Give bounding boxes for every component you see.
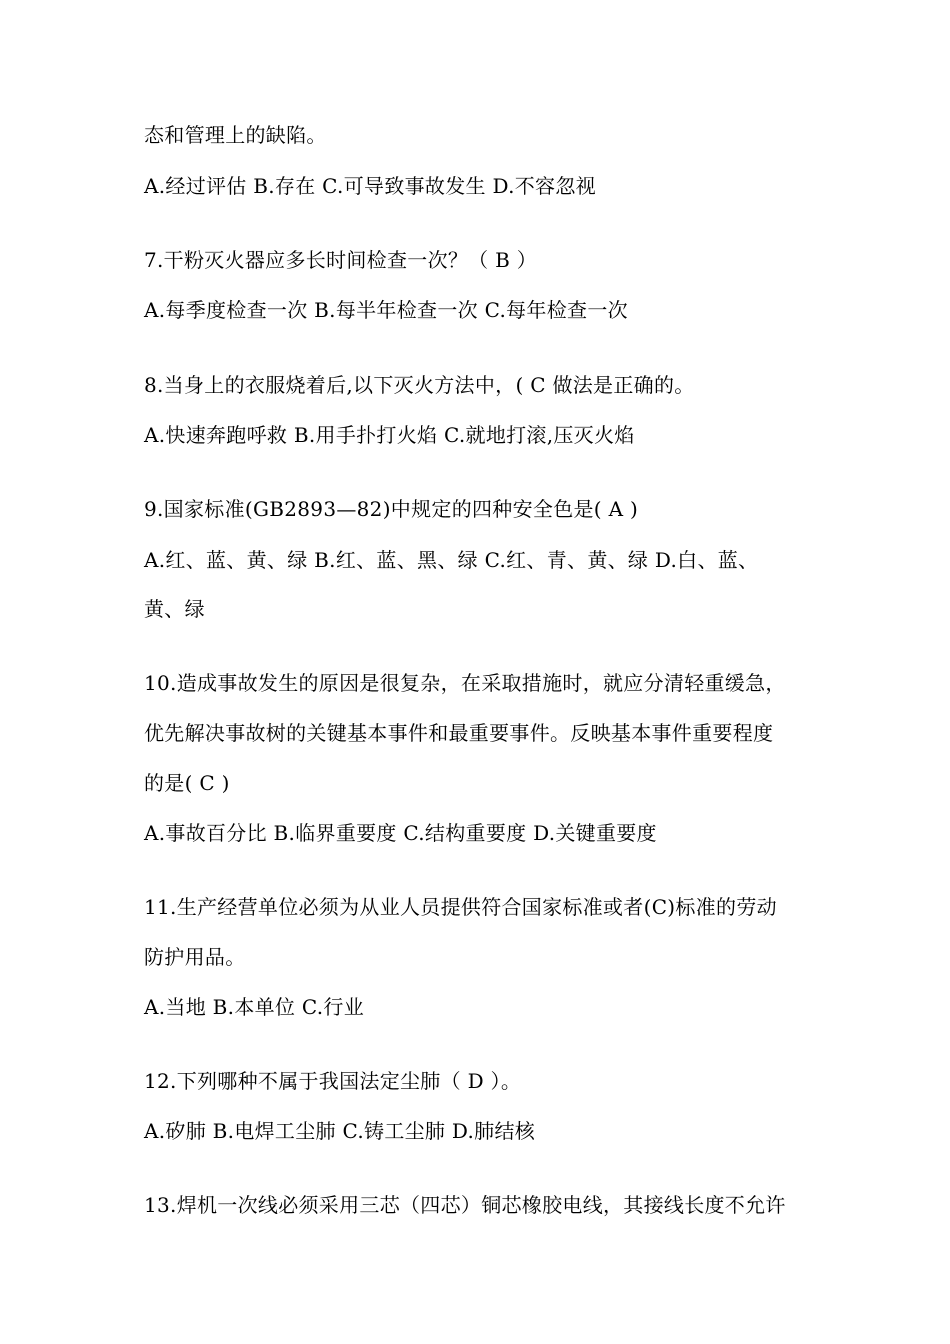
question-10-cont: 的是( C ) (144, 771, 230, 795)
question-10: 10.造成事故发生的原因是很复杂，在采取措施时，就应分清轻重缓急， (144, 671, 786, 695)
options-9: A.红、蓝、黄、绿 B.红、蓝、黑、绿 C.红、青、黄、绿 D.白、蓝、 (144, 548, 759, 572)
options-8: A.快速奔跑呼救 B.用手扑打火焰 C.就地打滚,压灭火焰 (144, 423, 635, 447)
question-13: 13.焊机一次线必须采用三芯（四芯）铜芯橡胶电线，其接线长度不允许 (144, 1193, 786, 1217)
question-11: 11.生产经营单位必须为从业人员提供符合国家标准或者(C)标准的劳动 (144, 895, 777, 919)
options-12: A.矽肺 B.电焊工尘肺 C.铸工尘肺 D.肺结核 (144, 1119, 536, 1143)
question-12: 12.下列哪种不属于我国法定尘肺（ D ）。 (144, 1069, 522, 1093)
question-10-cont: 优先解决事故树的关键基本事件和最重要事件。反映基本事件重要程度 (144, 721, 774, 745)
options-7: A.每季度检查一次 B.每半年检查一次 C.每年检查一次 (144, 298, 628, 322)
text-line: A.经过评估 B.存在 C.可导致事故发生 D.不容忽视 (144, 174, 596, 198)
text-line: 态和管理上的缺陷。 (144, 123, 327, 147)
question-7: 7.干粉灭火器应多长时间检查一次？（ B ） (144, 248, 538, 272)
question-8: 8.当身上的衣服烧着后,以下灭火方法中，( C 做法是正确的。 (144, 373, 695, 397)
options-10: A.事故百分比 B.临界重要度 C.结构重要度 D.关键重要度 (144, 821, 657, 845)
options-9-cont: 黄、绿 (144, 597, 205, 621)
question-11-cont: 防护用品。 (144, 945, 246, 969)
question-9: 9.国家标准(GB2893—82)中规定的四种安全色是( A ) (144, 497, 639, 521)
options-11: A.当地 B.本单位 C.行业 (144, 995, 365, 1019)
